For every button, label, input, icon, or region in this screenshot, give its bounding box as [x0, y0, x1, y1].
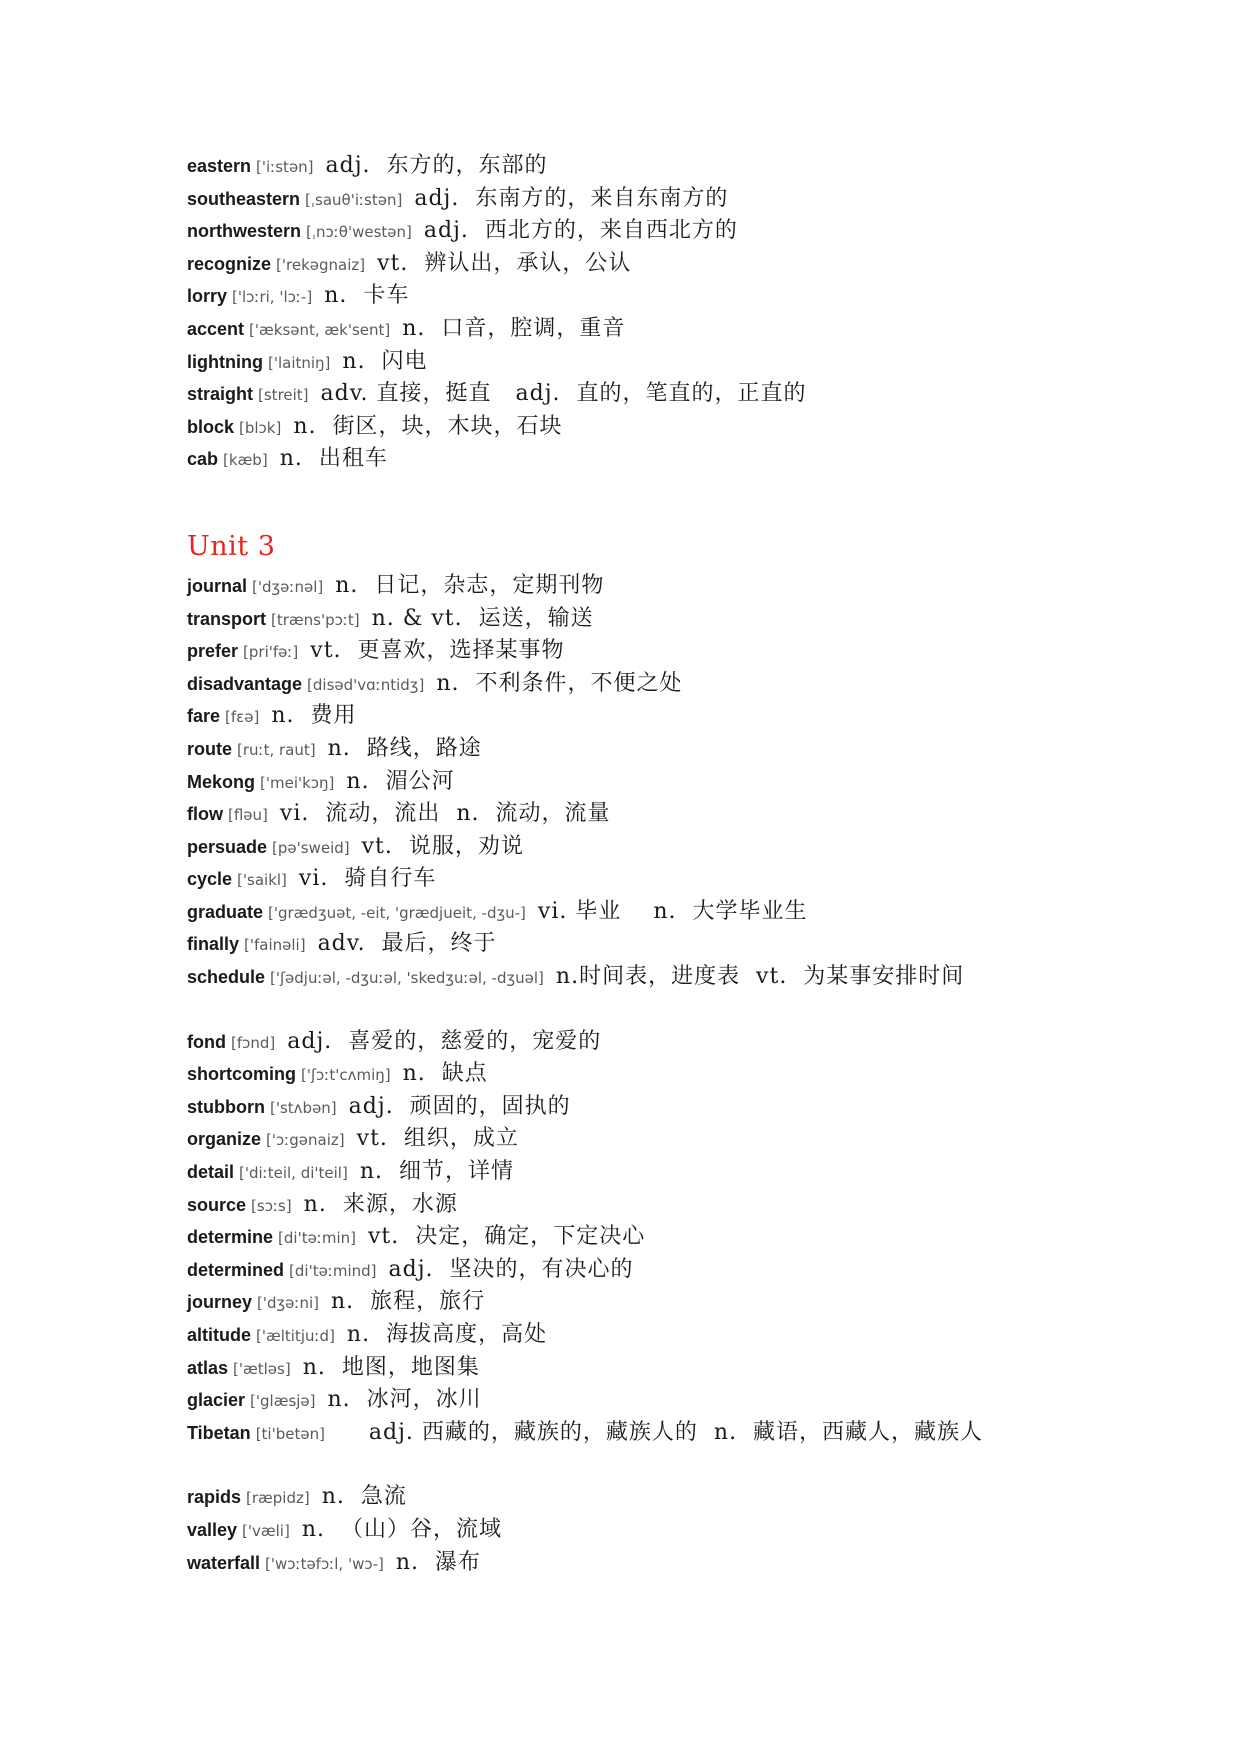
vocab-definition: n. 急流: [321, 1484, 407, 1510]
vocab-definition: adj. 喜爱的，慈爱的，宠爱的: [287, 1028, 602, 1054]
spacer: [187, 476, 1187, 524]
vocab-word: stubborn: [187, 1096, 265, 1117]
vocab-entry: [187, 961, 1187, 994]
spacer: [187, 1449, 1187, 1481]
vocab-phonetic: ['diːteil, di'teil]: [239, 1164, 348, 1183]
vocab-word: rapids: [187, 1487, 242, 1508]
vocab-entry: [187, 150, 1187, 183]
vocab-entry: [187, 1221, 1187, 1254]
vocab-entry: [187, 1319, 1187, 1352]
vocab-phonetic: ['ʃɔːt'cʌmiŋ]: [301, 1066, 391, 1085]
vocab-entry: [187, 766, 1187, 799]
vocab-entry: [187, 798, 1187, 831]
vocab-definition: n. 闪电: [342, 348, 428, 374]
vocab-definition: n. （山）谷，流域: [301, 1516, 502, 1542]
vocab-phonetic: [ˌsauθ'iːstən]: [305, 190, 403, 209]
vocab-phonetic: [streit]: [258, 386, 309, 405]
vocab-word: altitude: [187, 1325, 252, 1345]
vocab-definition: n. 细节，详情: [359, 1159, 514, 1185]
vocab-entry: [187, 668, 1187, 701]
vocab-phonetic: [pri'fəː]: [243, 643, 299, 662]
vocab-phonetic: ['dʒəːnəl]: [252, 577, 324, 596]
vocab-definition: vt. 说服，劝说: [361, 833, 524, 859]
vocab-definition: n. 不利条件，不便之处: [436, 670, 683, 696]
vocab-phonetic: ['ʃədjuːəl, -dʒuːəl, 'skedʒuːəl, -dʒuəl]: [270, 969, 544, 988]
vocab-entry: [187, 248, 1187, 281]
vocab-definition: vi. 骑自行车: [298, 866, 437, 892]
vocab-definition: n. 日记，杂志，定期刊物: [335, 572, 605, 598]
vocab-phonetic: ['rekəgnaiz]: [276, 255, 366, 274]
vocab-definition: n. 街区，块，木块，石块: [293, 413, 563, 439]
vocab-word: recognize: [187, 253, 272, 274]
vocab-phonetic: ['dʒəːni]: [257, 1294, 319, 1313]
vocab-word: eastern: [187, 156, 252, 176]
vocab-phonetic: ['ɔːgənaiz]: [266, 1131, 345, 1150]
vocab-definition: adj. 西藏的，藏族的，藏族人的 n. 藏语，西藏人，藏族人: [336, 1419, 984, 1445]
vocab-definition: n. 口音，腔调，重音: [402, 315, 626, 341]
vocab-word: Mekong: [187, 771, 256, 792]
vocab-phonetic: [pə'sweid]: [272, 838, 350, 857]
spacer: [187, 994, 1187, 1026]
vocab-phonetic: ['glæsjə]: [250, 1392, 316, 1411]
vocab-word: graduate: [187, 901, 264, 922]
vocab-entry: [187, 700, 1187, 733]
vocab-definition: adv. 直接，挺直 adj. 直的，笔直的，正直的: [320, 381, 807, 407]
vocab-word: valley: [187, 1519, 238, 1540]
vocab-entry: [187, 570, 1187, 603]
vocab-definition: vi. 毕业 n. 大学毕业生: [537, 898, 808, 924]
vocab-entry: [187, 1156, 1187, 1189]
vocab-word: waterfall: [187, 1552, 261, 1573]
vocab-entry: [187, 1547, 1187, 1580]
unit-3-group-1-list: [187, 570, 1187, 994]
vocab-definition: n. 旅程，旅行: [331, 1289, 486, 1315]
vocab-word: journey: [187, 1292, 253, 1313]
vocab-definition: n. 出租车: [279, 446, 388, 472]
vocab-entry: [187, 635, 1187, 668]
vocab-phonetic: ['æksənt, æk'sent]: [249, 320, 391, 339]
vocab-definition: vt. 决定，确定，下定决心: [368, 1224, 646, 1250]
vocab-phonetic: ['mei'kɔŋ]: [260, 773, 335, 792]
vocab-definition: adj. 东方的，东部的: [325, 153, 548, 178]
vocab-word: shortcoming: [187, 1064, 297, 1085]
vocab-entry: [187, 1123, 1187, 1156]
unit-3-group-3-list: [187, 1481, 1187, 1579]
vocab-entry: [187, 1254, 1187, 1287]
vocab-phonetic: ['wɔːtəfɔːl, 'wɔ-]: [265, 1554, 384, 1573]
vocab-entry: [187, 1417, 1187, 1450]
vocab-entry: [187, 1514, 1187, 1547]
vocab-word: prefer: [187, 641, 239, 662]
vocab-definition: vi. 流动，流出 n. 流动，流量: [279, 801, 611, 827]
vocab-definition: n. 来源，水源: [303, 1191, 458, 1217]
unit-3-group-2-list: [187, 1026, 1187, 1450]
vocab-word: route: [187, 738, 232, 759]
vocab-entry: [187, 928, 1187, 961]
vocab-phonetic: ['ætləs]: [233, 1359, 291, 1378]
vocab-word: atlas: [187, 1357, 229, 1378]
vocab-word: detail: [187, 1162, 235, 1183]
vocab-word: determine: [187, 1227, 274, 1248]
vocab-word: finally: [187, 934, 240, 955]
vocab-phonetic: ['stʌbən]: [270, 1098, 337, 1117]
vocab-definition: n. 地图，地图集: [302, 1354, 480, 1380]
vocab-word: flow: [187, 804, 223, 825]
vocab-entry: [187, 378, 1187, 411]
vocab-word: northwestern: [187, 221, 302, 242]
vocab-word: journal: [187, 575, 248, 596]
vocab-phonetic: [ræpidz]: [246, 1489, 310, 1508]
vocab-phonetic: [disəd'vɑːntidʒ]: [307, 675, 425, 694]
vocab-definition: vt. 辨认出，承认，公认: [377, 250, 632, 276]
vocab-phonetic: ['væli]: [242, 1521, 290, 1540]
vocab-phonetic: ['lɔːri, 'lɔː-]: [232, 288, 313, 307]
vocab-entry: [187, 313, 1187, 346]
vocab-phonetic: ['saikl]: [237, 871, 287, 890]
vocab-phonetic: ['æltitjuːd]: [256, 1327, 335, 1345]
vocab-word: lorry: [187, 286, 228, 307]
vocab-phonetic: [ˌnɔːθ'westən]: [306, 223, 412, 242]
vocab-entry: [187, 280, 1187, 313]
vocab-word: disadvantage: [187, 673, 303, 694]
vocab-phonetic: ['iːstən]: [256, 158, 314, 176]
vocab-definition: adj. 西北方的，来自西北方的: [423, 218, 738, 244]
vocab-entry: [187, 1189, 1187, 1222]
vocab-entry: [187, 411, 1187, 444]
vocab-entry: [187, 831, 1187, 864]
vocab-entry: [187, 1091, 1187, 1124]
vocab-definition: adj. 坚决的，有决心的: [388, 1256, 634, 1282]
vocab-phonetic: [ti'betən]: [255, 1424, 325, 1443]
vocab-phonetic: [blɔk]: [239, 418, 282, 437]
vocab-definition: n. 湄公河: [346, 768, 455, 794]
vocab-entry: [187, 1352, 1187, 1385]
vocab-definition: adj. 东南方的，来自东南方的: [414, 185, 729, 211]
vocab-definition: n. 路线，路途: [327, 735, 482, 761]
vocab-phonetic: ['fainəli]: [244, 936, 306, 955]
vocab-phonetic: [fləu]: [228, 806, 268, 825]
vocab-word: schedule: [187, 967, 266, 988]
vocab-phonetic: [sɔːs]: [251, 1196, 292, 1215]
vocab-entry: [187, 1026, 1187, 1059]
vocab-word: transport: [187, 608, 267, 629]
vocab-phonetic: [ruːt, raut]: [237, 740, 316, 759]
vocab-phonetic: [di'təːmind]: [289, 1261, 377, 1280]
unit-3-heading: Unit 3: [187, 530, 276, 562]
vocab-word: accent: [187, 318, 245, 339]
vocab-definition: vt. 更喜欢，选择某事物: [310, 638, 565, 664]
vocabulary-page: [187, 150, 1187, 1579]
vocab-entry: [187, 896, 1187, 929]
vocab-phonetic: [fɔnd]: [230, 1033, 276, 1052]
vocab-entry: [187, 1384, 1187, 1417]
vocab-definition: n. 海拔高度，高处: [346, 1322, 548, 1347]
vocab-entry: [187, 443, 1187, 476]
vocab-entry: [187, 733, 1187, 766]
vocab-word: lightning: [187, 351, 263, 372]
vocab-entry: [187, 1286, 1187, 1319]
vocab-definition: n. 缺点: [402, 1061, 488, 1087]
vocab-definition: adv. 最后，终于: [317, 931, 497, 957]
vocab-word: Tibetan: [187, 1422, 251, 1443]
vocab-definition: n. & vt. 运送，输送: [371, 605, 594, 631]
vocab-word: fare: [187, 706, 221, 727]
vocab-entry: [187, 603, 1187, 636]
vocab-entry: [187, 215, 1187, 248]
vocab-entry: [187, 183, 1187, 216]
vocab-definition: n. 卡车: [324, 283, 410, 309]
unit-2-tail-list: [187, 150, 1187, 476]
vocab-definition: vt. 组织，成立: [356, 1126, 519, 1152]
vocab-word: organize: [187, 1129, 262, 1150]
vocab-word: southeastern: [187, 188, 301, 209]
vocab-word: straight: [187, 384, 254, 405]
vocab-phonetic: [træns'pɔːt]: [271, 610, 360, 629]
vocab-word: cycle: [187, 869, 233, 890]
vocab-definition: n. 费用: [271, 703, 357, 729]
vocab-word: cab: [187, 449, 219, 470]
vocab-definition: adj. 顽固的，固执的: [348, 1093, 571, 1119]
vocab-entry: [187, 863, 1187, 896]
vocab-phonetic: ['grædʒuət, -eit, 'grædjueit, -dʒu-]: [268, 903, 526, 922]
vocab-word: persuade: [187, 836, 268, 857]
vocab-phonetic: [fɛə]: [225, 708, 260, 727]
vocab-definition: n. 瀑布: [395, 1549, 482, 1575]
vocab-word: fond: [187, 1031, 226, 1052]
vocab-definition: n. 冰河，冰川: [327, 1387, 482, 1413]
vocab-word: glacier: [187, 1390, 246, 1411]
vocab-phonetic: [di'təːmin]: [278, 1229, 356, 1248]
vocab-entry: [187, 1058, 1187, 1091]
vocab-entry: [187, 346, 1187, 379]
vocab-entry: [187, 1481, 1187, 1514]
vocab-word: source: [187, 1194, 247, 1215]
vocab-phonetic: ['laitniŋ]: [267, 353, 331, 372]
vocab-word: block: [187, 416, 235, 437]
vocab-word: determined: [187, 1259, 285, 1280]
vocab-definition: n.时间表，进度表 vt. 为某事安排时间: [555, 964, 965, 990]
vocab-phonetic: [kæb]: [223, 451, 268, 470]
